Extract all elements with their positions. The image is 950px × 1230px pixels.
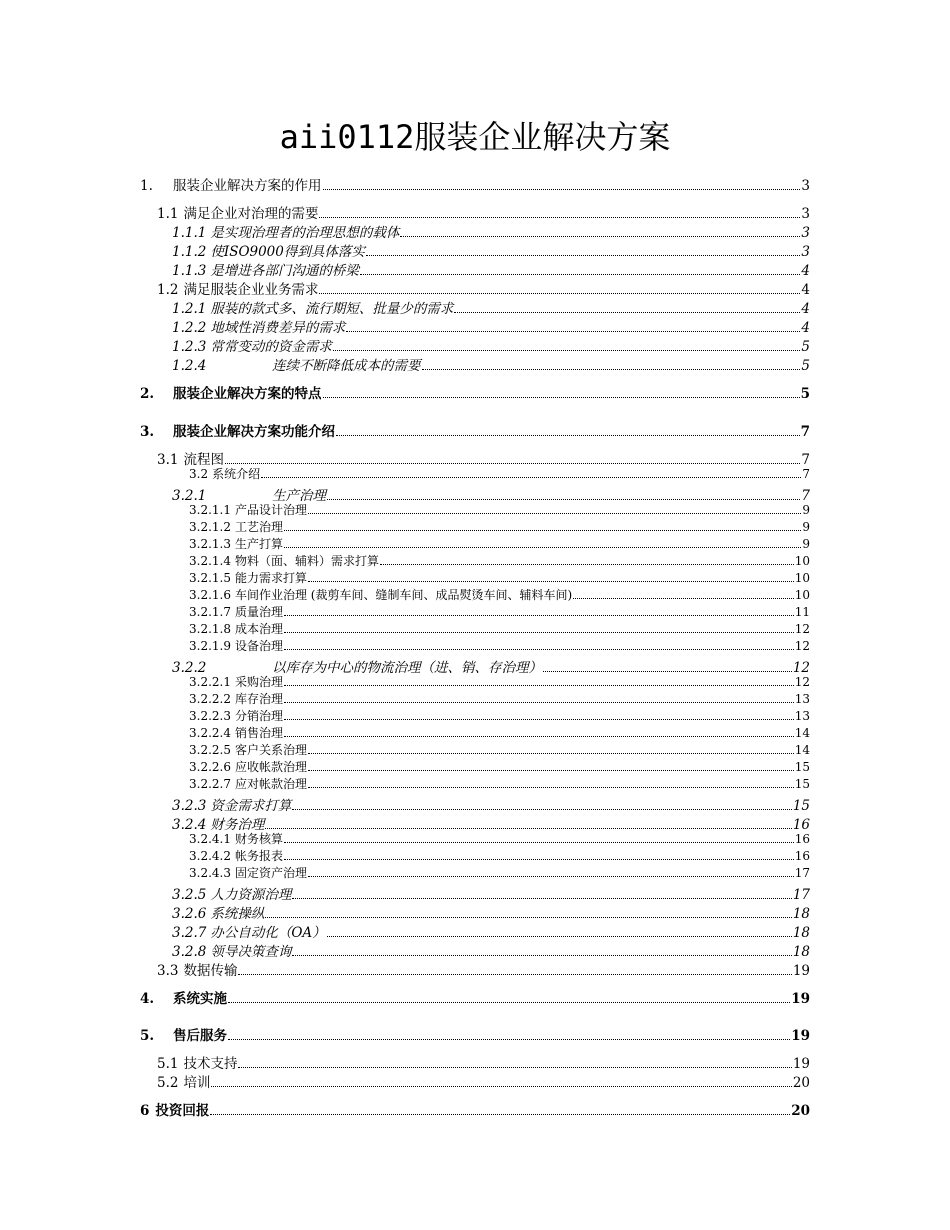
toc-entry-page: 9 [802, 537, 810, 551]
toc-entry-page: 7 [802, 467, 810, 481]
toc-entry-title: 销售治理 [234, 726, 283, 740]
toc-dot-leader [265, 916, 791, 918]
toc-dot-leader [292, 808, 791, 810]
toc-entry-number: 1.1 [157, 206, 179, 222]
toc-entry-page: 18 [792, 906, 810, 922]
toc-entry-number: 1. [140, 178, 153, 194]
toc-entry-title: 客户关系治理 [234, 743, 307, 757]
toc-entry[interactable] [172, 940, 810, 960]
toc-entry-title: 库存治理 [234, 692, 283, 706]
toc-entry-number: 3.2.1.2 [189, 520, 231, 534]
toc-dot-leader [336, 434, 800, 436]
toc-dot-leader [284, 631, 794, 633]
toc-entry-title: 培训 [183, 1075, 211, 1091]
toc-entry-title: 质量治理 [234, 605, 283, 619]
toc-entry-page: 16 [792, 817, 810, 833]
toc-entry-page: 5 [801, 358, 810, 374]
toc-entry-number: 5.2 [157, 1075, 179, 1091]
toc-entry[interactable] [172, 354, 810, 374]
toc-dot-leader [327, 498, 800, 500]
toc-entry-page: 12 [794, 675, 810, 689]
toc-dot-leader [292, 897, 791, 899]
toc-dot-leader [210, 1113, 790, 1115]
toc-entry-number: 3.1 [157, 452, 179, 468]
toc-entry-page: 19 [791, 991, 810, 1007]
toc-entry-page: 9 [802, 520, 810, 534]
toc-dot-leader [228, 1001, 790, 1003]
toc-entry[interactable] [140, 987, 810, 1007]
toc-entry-title: 售后服务 [173, 1028, 227, 1044]
toc-dot-leader [327, 935, 792, 937]
toc-dot-leader [284, 546, 801, 548]
toc-entry-page: 16 [794, 849, 810, 863]
toc-dot-leader [308, 875, 794, 877]
toc-entry[interactable] [157, 1071, 810, 1091]
toc-entry-number: 3.2.7 [172, 925, 207, 941]
toc-dot-leader [319, 216, 800, 218]
toc-entry[interactable] [172, 221, 810, 241]
toc-entry-title: 办公自动化（OA） [210, 925, 326, 941]
toc-entry-page: 20 [792, 1075, 810, 1091]
toc-entry-number: 3.2.4.2 [189, 849, 231, 863]
toc-entry-title: 人力资源治理 [210, 887, 292, 903]
toc-entry-title: 满足企业对治理的需要 [183, 206, 319, 222]
toc-entry-title: 常常变动的资金需求 [210, 339, 332, 355]
toc-entry-page: 14 [794, 743, 810, 757]
toc-entry-page: 14 [794, 726, 810, 740]
toc-entry-title: 固定资产治理 [234, 866, 307, 880]
toc-entry-number: 3.2.4.1 [189, 832, 231, 846]
toc-entry-number: 3.2.3 [172, 798, 207, 814]
toc-entry[interactable] [189, 741, 810, 758]
toc-dot-leader [225, 462, 800, 464]
toc-dot-leader [284, 684, 794, 686]
toc-dot-leader [543, 670, 792, 672]
toc-entry[interactable] [157, 1052, 810, 1072]
toc-entry-page: 19 [792, 1056, 810, 1072]
toc-entry-number: 3.2.1.6 [189, 588, 231, 602]
toc-entry-number: 3.2.4.3 [189, 866, 231, 880]
toc-dot-leader [308, 786, 794, 788]
toc-entry-title: 成本治理 [234, 622, 283, 636]
toc-entry[interactable] [140, 382, 810, 402]
toc-dot-leader [284, 529, 801, 531]
toc-dot-leader [319, 292, 800, 294]
toc-entry[interactable] [172, 297, 810, 317]
toc-dot-leader [284, 718, 794, 720]
toc-entry[interactable] [172, 794, 810, 814]
toc-entry-number: 6 [140, 1103, 150, 1119]
toc-dot-leader [284, 614, 794, 616]
toc-dot-leader [422, 368, 801, 370]
toc-entry-number: 2. [140, 386, 155, 402]
toc-entry-number: 3.2 [189, 467, 209, 481]
toc-entry-number: 3.2.1 [172, 488, 207, 504]
toc-entry[interactable] [140, 1099, 810, 1119]
toc-entry-title: 系统操纵 [210, 906, 265, 922]
toc-entry[interactable] [189, 603, 810, 620]
toc-entry-number: 3.2.6 [172, 906, 207, 922]
toc-entry-page: 10 [794, 588, 810, 602]
toc-dot-leader [380, 563, 794, 565]
toc-entry-title: 连续不断降低成本的需要 [272, 358, 421, 374]
toc-entry-title: 服装的款式多、流行期短、批量少的需求 [210, 301, 454, 317]
toc-dot-leader [308, 580, 794, 582]
toc-entry[interactable] [189, 535, 810, 552]
toc-entry-number: 1.1.1 [172, 225, 207, 241]
toc-entry[interactable] [189, 465, 810, 482]
toc-entry-page: 12 [794, 622, 810, 636]
toc-dot-leader [265, 827, 791, 829]
toc-entry-title: 是实现治理者的治理思想的载体 [210, 225, 400, 241]
toc-entry-page: 9 [802, 503, 810, 517]
toc-entry-number: 1.1.3 [172, 263, 207, 279]
toc-entry-number: 3.2.1.4 [189, 554, 231, 568]
toc-entry[interactable] [157, 278, 810, 298]
toc-entry-number: 3.2.2 [172, 660, 207, 676]
toc-entry[interactable] [189, 501, 810, 518]
toc-entry[interactable] [189, 673, 810, 690]
toc-entry-title: 流程图 [183, 452, 224, 468]
toc-entry[interactable] [172, 921, 810, 941]
toc-entry[interactable] [172, 259, 810, 279]
toc-entry-title: 系统介绍 [212, 467, 261, 481]
toc-entry[interactable] [189, 864, 810, 881]
toc-dot-leader [261, 476, 801, 478]
toc-entry[interactable] [189, 724, 810, 741]
toc-entry[interactable] [189, 569, 810, 586]
toc-entry-page: 5 [801, 339, 810, 355]
toc-entry-number: 3.2.1.5 [189, 571, 231, 585]
toc-entry[interactable] [172, 902, 810, 922]
toc-entry-title: 使ISO9000得到具体落实 [210, 244, 365, 260]
toc-dot-leader [238, 1066, 791, 1068]
toc-entry[interactable] [189, 847, 810, 864]
toc-entry-page: 10 [794, 571, 810, 585]
toc-entry-page: 19 [791, 1028, 810, 1044]
toc-entry-page: 7 [800, 424, 810, 440]
toc-dot-leader [346, 330, 800, 332]
toc-dot-leader [284, 648, 794, 650]
toc-entry[interactable] [189, 637, 810, 654]
toc-entry-number: 1.2.3 [172, 339, 207, 355]
toc-entry[interactable] [140, 174, 810, 194]
toc-entry-title: 满足服装企业业务需求 [183, 282, 319, 298]
toc-entry[interactable] [172, 335, 810, 355]
toc-entry-number: 1.2.1 [172, 301, 207, 317]
toc-entry-title: 工艺治理 [234, 520, 283, 534]
toc-entry[interactable] [189, 758, 810, 775]
toc-entry-number: 4. [140, 991, 155, 1007]
toc-dot-leader [308, 752, 794, 754]
toc-entry-page: 3 [801, 225, 810, 241]
toc-entry[interactable] [140, 420, 810, 440]
toc-entry-number: 3.2.1.9 [189, 639, 231, 653]
toc-entry[interactable] [140, 1024, 810, 1044]
toc-entry-title: 数据传输 [183, 963, 238, 979]
toc-entry-title: 车间作业治理 (裁剪车间、缝制车间、成品熨烫车间、辅料车间) [234, 588, 573, 602]
toc-entry-title: 是增进各部门沟通的桥梁 [210, 263, 359, 279]
toc-entry[interactable] [189, 690, 810, 707]
toc-entry-page: 15 [792, 798, 810, 814]
toc-entry[interactable] [189, 707, 810, 724]
toc-entry-title: 产品设计治理 [234, 503, 307, 517]
toc-entry-title: 财务核算 [234, 832, 283, 846]
toc-entry-page: 12 [794, 639, 810, 653]
toc-entry-title: 分销治理 [234, 709, 283, 723]
toc-dot-leader [292, 954, 791, 956]
toc-dot-leader [454, 311, 800, 313]
toc-entry[interactable] [189, 552, 810, 569]
toc-entry-number: 1.2.2 [172, 320, 207, 336]
toc-entry[interactable] [172, 883, 810, 903]
toc-entry-title: 生产治理 [272, 488, 326, 504]
toc-dot-leader [284, 735, 794, 737]
toc-entry-page: 5 [800, 386, 810, 402]
toc-entry[interactable] [189, 620, 810, 637]
toc-entry-title: 服装企业解决方案的作用 [173, 178, 322, 194]
toc-entry-title: 以库存为中心的物流治理（进、销、存治理） [272, 660, 542, 676]
toc-dot-leader [308, 512, 801, 514]
toc-dot-leader [238, 973, 791, 975]
toc-entry-page: 3 [801, 206, 810, 222]
toc-entry-page: 3 [801, 178, 810, 194]
toc-entry-page: 4 [801, 301, 810, 317]
toc-dot-leader [360, 273, 801, 275]
toc-dot-leader [323, 396, 800, 398]
toc-entry-title: 采购治理 [234, 675, 283, 689]
toc-entry-number: 3.2.2.3 [189, 709, 231, 723]
toc-dot-leader [400, 235, 800, 237]
toc-entry-number: 1.2 [157, 282, 179, 298]
toc-entry-page: 13 [794, 709, 810, 723]
toc-entry-page: 13 [794, 692, 810, 706]
toc-entry[interactable] [172, 316, 810, 336]
toc-entry-page: 4 [801, 263, 810, 279]
toc-entry[interactable] [157, 202, 810, 222]
toc-entry-title: 物料（面、辅料）需求打算 [234, 554, 379, 568]
toc-entry-page: 7 [801, 488, 810, 504]
toc-entry-number: 3.2.1.8 [189, 622, 231, 636]
toc-entry-page: 4 [801, 320, 810, 336]
toc-entry-title: 领导决策查询 [210, 944, 292, 960]
toc-entry-number: 3.2.1.7 [189, 605, 231, 619]
toc-entry-page: 17 [794, 866, 810, 880]
toc-dot-leader [284, 858, 794, 860]
toc-entry-number: 3.2.2.1 [189, 675, 231, 689]
toc-entry-number: 3.2.2.7 [189, 777, 231, 791]
toc-dot-leader [333, 349, 801, 351]
toc-entry-number: 3.2.1.3 [189, 537, 231, 551]
toc-entry-page: 15 [794, 777, 810, 791]
toc-entry-number: 3.2.2.5 [189, 743, 231, 757]
toc-entry[interactable] [157, 959, 810, 979]
toc-entry-page: 10 [794, 554, 810, 568]
toc-entry-page: 7 [801, 452, 810, 468]
toc-entry-title: 服装企业解决方案的特点 [173, 386, 322, 402]
toc-entry-number: 1.1.2 [172, 244, 207, 260]
toc-entry[interactable] [189, 775, 810, 792]
toc-entry-number: 5. [140, 1028, 155, 1044]
toc-dot-leader [323, 188, 801, 190]
toc-entry-title: 设备治理 [234, 639, 283, 653]
toc-entry-page: 3 [801, 244, 810, 260]
toc-entry-page: 12 [792, 660, 810, 676]
toc-dot-leader [284, 841, 794, 843]
toc-entry-title: 技术支持 [183, 1056, 238, 1072]
toc-entry-title: 系统实施 [173, 991, 227, 1007]
toc-entry-title: 服装企业解决方案功能介绍 [173, 424, 335, 440]
toc-dot-leader [366, 254, 801, 256]
toc-dot-leader [228, 1038, 790, 1040]
toc-entry-title: 应收帐款治理 [234, 760, 307, 774]
toc-entry-number: 3.2.4 [172, 817, 207, 833]
toc-entry-title: 财务治理 [210, 817, 265, 833]
toc-entry[interactable] [189, 518, 810, 535]
toc-dot-leader [284, 701, 794, 703]
toc-dot-leader [211, 1085, 791, 1087]
toc-entry-title: 生产打算 [234, 537, 283, 551]
toc-entry-page: 18 [792, 925, 810, 941]
toc-entry-number: 1.2.4 [172, 358, 207, 374]
toc-dot-leader [308, 769, 794, 771]
toc-entry-number: 3.3 [157, 963, 179, 979]
toc-dot-leader [573, 597, 794, 599]
toc-entry[interactable] [189, 586, 810, 603]
toc-entry-page: 20 [791, 1103, 810, 1119]
toc-entry-number: 3.2.2.4 [189, 726, 231, 740]
toc-entry-number: 3.2.2.6 [189, 760, 231, 774]
toc-entry-page: 16 [794, 832, 810, 846]
toc-entry-number: 5.1 [157, 1056, 179, 1072]
toc-entry-title: 投资回报 [155, 1103, 210, 1119]
toc-entry-page: 17 [792, 887, 810, 903]
document-title: aii0112服装企业解决方案 [279, 118, 671, 156]
toc-entry-title: 能力需求打算 [234, 571, 307, 585]
toc-entry-page: 18 [792, 944, 810, 960]
toc-entry-page: 15 [794, 760, 810, 774]
toc-entry-page: 4 [801, 282, 810, 298]
toc-entry-page: 11 [794, 605, 810, 619]
toc-entry-number: 3. [140, 424, 155, 440]
toc-entry-number: 3.2.8 [172, 944, 207, 960]
toc-entry-number: 3.2.5 [172, 887, 207, 903]
toc-entry-number: 3.2.2.2 [189, 692, 231, 706]
toc-entry-number: 3.2.1.1 [189, 503, 231, 517]
toc-entry-title: 资金需求打算 [210, 798, 292, 814]
toc-entry-title: 地域性消费差异的需求 [210, 320, 346, 336]
toc-entry[interactable] [172, 240, 810, 260]
toc-entry-page: 19 [792, 963, 810, 979]
toc-entry-title: 应对帐款治理 [234, 777, 307, 791]
toc-entry-title: 帐务报表 [234, 849, 283, 863]
toc-entry[interactable] [189, 830, 810, 847]
